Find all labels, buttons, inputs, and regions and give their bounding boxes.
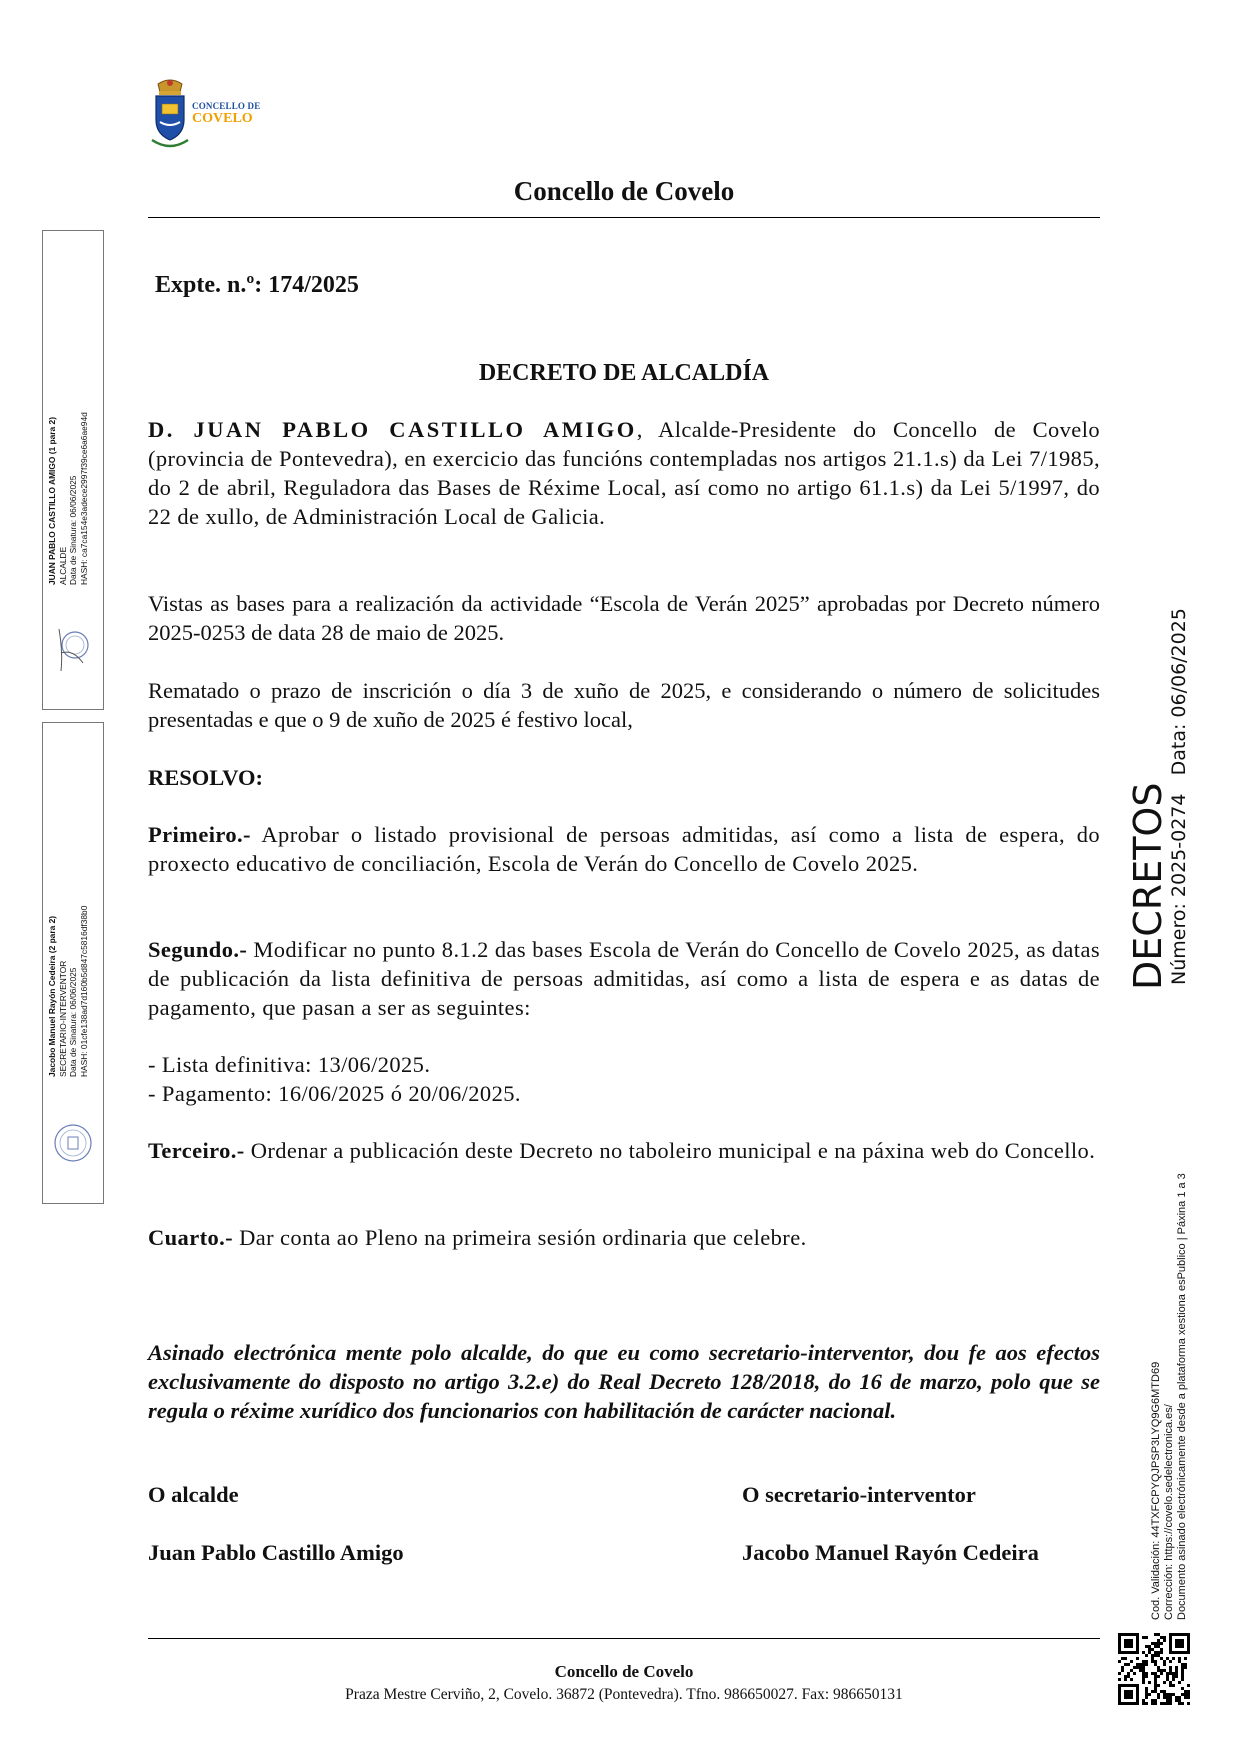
signature-box-secretary [42,722,104,1204]
segundo-label: Segundo.- [148,937,248,962]
page-info: Documento asinado electrónicamente desde a plataforma xestiona esPublico | Páxina 1 a 3 [1176,1173,1188,1620]
primeiro-text: Aprobar o listado provisional de persoas admitidas, así como a lista de espera, do proxecto educativo de conciliación, Escola de Verán do Concello de Covelo 2025. [148,822,1100,876]
file-number: Expte. n.º: 174/2025 [155,272,359,298]
footer-name: Concello de Covelo [554,1662,694,1681]
list-item: - Lista definitiva: 13/06/2025. [148,1052,431,1077]
cuarto-text: Dar conta ao Pleno na primeira sesión ordinaria que celebre. [233,1225,807,1250]
logo-text-line1: CONCELLO DE [192,101,261,111]
list-item: - Pagamento: 16/06/2025 ó 20/06/2025. [148,1081,521,1106]
segundo-paragraph [148,935,1100,1022]
decretos-stamp [1126,783,1170,990]
decree-number-date [1168,608,1190,985]
resolvo-heading: RESOLVO: [148,765,264,790]
signature-seal-icon [53,623,93,675]
dates-list [148,1050,1100,1108]
mayor-role: O alcalde [148,1482,239,1507]
secretary-signature-name: Jacobo Manuel Rayón Cedeira [742,1540,1039,1565]
signature-block-secretary [47,906,89,1077]
signer-role: SECRETARIO-INTERVENTOR [57,960,68,1077]
signed-note: Asinado electrónica mente polo alcalde, do que eu como secretario-interventor, dou fe aos efectos exclusivamente do disposto no artigo 3.2.e) do Real Decreto 128/2018, do 16 de marzo, polo que se regula o réxime xurídico dos funcionarios con habilitación de carácter nacional. [148,1340,1100,1423]
footer-address: Praza Mestre Cerviño, 2, Covelo. 36872 (Pontevedra). Tfno. 986650027. Fax: 986650131 [345,1686,903,1703]
signature-seal-icon [51,1121,95,1165]
primeiro-paragraph [148,820,1100,878]
signer-name: Jacobo Manuel Rayón Cedeira (2 para 2) [47,915,57,1077]
terceiro-paragraph [148,1136,1100,1165]
concello-logo [148,78,263,150]
cuarto-paragraph [148,1223,1100,1252]
coat-of-arms-icon [148,78,192,150]
footer-divider [148,1638,1100,1639]
mayor-signature-name: Juan Pablo Castillo Amigo [148,1540,404,1565]
signature-hash: HASH: ca7ca154e3adece2997f39ce6a6ae94d [78,412,89,585]
header-divider [148,217,1100,218]
signature-date: Data de Sinatura: 06/06/2025 [68,475,78,585]
decretos-label: DECRETOS [1126,782,1170,990]
secretary-role: O secretario-interventor [742,1482,976,1507]
intro-paragraph [148,415,1100,531]
signature-date: Data de Sinatura: 06/06/2025 [68,967,78,1077]
logo-text-line2: COVELO [192,111,253,126]
signature-block-mayor [47,412,89,585]
terceiro-label: Terceiro.- [148,1138,245,1163]
cuarto-label: Cuarto.- [148,1225,234,1250]
signature-box-mayor [42,230,104,710]
header-title: Concello de Covelo [513,176,735,206]
signer-name: JUAN PABLO CASTILLO AMIGO (1 para 2) [47,417,57,585]
vistas-paragraph: Vistas as bases para a realización da actividade “Escola de Verán 2025” aprobadas por Decreto número 2025-0253 de data 28 de maio de 2025. [148,591,1100,645]
signature-hash: HASH: 01cfe138ad7d160b5d847c5816df38b0 [78,905,89,1077]
primeiro-label: Primeiro.- [148,822,251,847]
qr-code-icon[interactable] [1118,1633,1190,1705]
segundo-text: Modificar no punto 8.1.2 das bases Escola de Verán do Concello de Covelo 2025, as datas de publicación da lista definitiva de persoas admitidas, así como a lista de espera e as datas de pagamento, que pasan a ser as seguintes: [148,937,1100,1020]
validation-url: Corrección: https://covelo.sedelectronica.es/ [1163,1404,1175,1620]
validation-code: Cod. Validación: 44TXFCPYQJPSP3LYQ9G6MTD69 [1150,1361,1162,1620]
rematado-paragraph: Rematado o prazo de inscrición o día 3 de xuño de 2025, e considerando o número de solicitudes presentadas e que o 9 de xuño de 2025 é festivo local, [148,678,1100,732]
decree-title: DECRETO DE ALCALDÍA [478,360,770,386]
decree-number: Número: 2025-0274 Data: 06/06/2025 [1168,608,1190,985]
mayor-name: D. JUAN PABLO CASTILLO AMIGO [148,417,637,442]
signer-role: ALCALDE [57,546,68,585]
terceiro-text: Ordenar a publicación deste Decreto no taboleiro municipal e na páxina web do Concello. [244,1138,1096,1163]
intro-text: , Alcalde-Presidente do Concello de Covelo (provincia de Pontevedra), en exercicio das funcións contempladas nos artigos 21.1.s) da Lei 7/1985, do 2 de abril, Reguladora das Bases de Réxime Local, así como no artigo 61.1.s) da Lei 5/1997, do 22 de xullo, de Administración Local de Galicia. [148,417,1100,529]
